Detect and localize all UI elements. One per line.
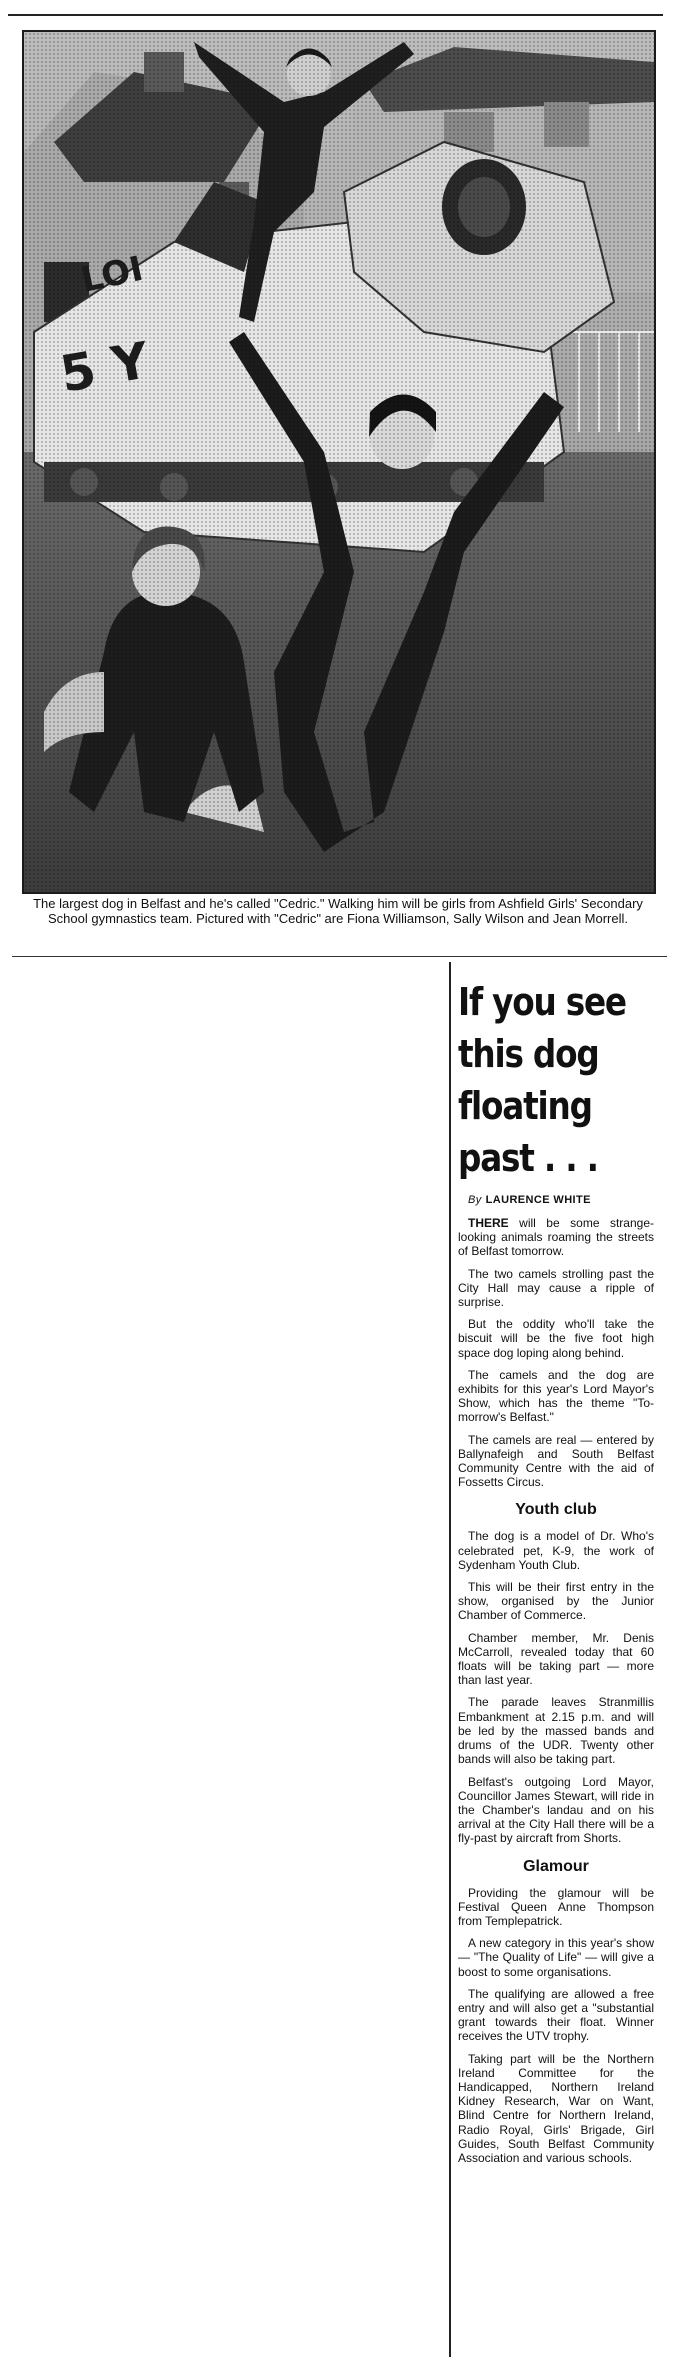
- paragraph: The dog is a model of Dr. Who's celebrated pet, K-9, the work of Sydenham Youth Club.: [458, 1529, 654, 1572]
- paragraph: The camels are real — entered by Ballynafeigh and South Belfast Community Centre with the aid of Fossetts Circus.: [458, 1432, 654, 1490]
- byline-prefix: By: [468, 1194, 482, 1206]
- subhead-youth-club: Youth club: [515, 1501, 597, 1519]
- paragraph: Taking part will be the Northern Ireland Committee for the Handicapped, Northern Ireland Kidney Research, War on Want, Blind Centre for Northern Ireland, Radio Royal, Girls' Brigade, Girl Guides, South Belfast Community Association and various schools.: [458, 2051, 654, 2165]
- paragraph: The two camels strolling past the City Hall may cause a ripple of surprise.: [458, 1266, 654, 1310]
- byline: [468, 1194, 654, 1206]
- lead-word: THERE: [468, 1216, 509, 1230]
- subhead-glamour: Glamour: [523, 1857, 589, 1875]
- paragraph-text: will be some strange-looking animals roaming the streets of Belfast tomorrow.: [458, 1216, 654, 1259]
- photo-illustration: [24, 32, 654, 892]
- paragraph: Providing the glamour will be Festival Queen Anne Thompson from Templepatrick.: [458, 1885, 654, 1928]
- article-headline: If you see this dog floating past . . .: [458, 980, 626, 1180]
- paragraph: Belfast's outgoing Lord Mayor, Councillor James Stewart, will ride in the Chamber's landau and on his arrival at the City Hall there will be a fly-past by aircraft from Shorts.: [458, 1774, 654, 1846]
- paragraph: The qualifying are allowed a free entry and will also get a "substantial grant towards their float. Winner receives the UTV trophy.: [458, 1986, 654, 2044]
- paragraph: This will be their first entry in the show, organised by the Junior Chamber of Commerce.: [458, 1580, 654, 1623]
- article: [458, 968, 654, 2173]
- newspaper-photo: [22, 30, 656, 894]
- paragraph: The parade leaves Stranmillis Embankment at 2.15 p.m. and will be led by the massed bands and drums of the UDR. Twenty other bands will also be taking part.: [458, 1695, 654, 1767]
- photo-caption: The largest dog in Belfast and he's called "Cedric." Walking him will be girls from Ashfield Girls' Secondary School gymnastics team. Pictured with "Cedric" are Fiona Williamson, Sally Wilson and Jean Morrell.: [33, 896, 643, 926]
- paragraph: But the oddity who'll take the biscuit will be the five foot high space dog loping along behind.: [458, 1317, 654, 1360]
- page-top-rule: [8, 14, 663, 16]
- paragraph: [458, 1216, 654, 1259]
- paragraph: The camels and the dog are exhibits for this year's Lord Mayor's Show, which has the theme "To-morrow's Belfast.": [458, 1367, 654, 1425]
- caption-rule: [12, 956, 667, 957]
- column-rule: [449, 962, 451, 2357]
- paragraph: A new category in this year's show — "The Quality of Life" — will give a boost to some organisations.: [458, 1936, 654, 1979]
- paragraph: Chamber member, Mr. Denis McCarroll, revealed today that 60 floats will be taking part — more than last year.: [458, 1630, 654, 1688]
- byline-name: LAURENCE WHITE: [485, 1194, 591, 1206]
